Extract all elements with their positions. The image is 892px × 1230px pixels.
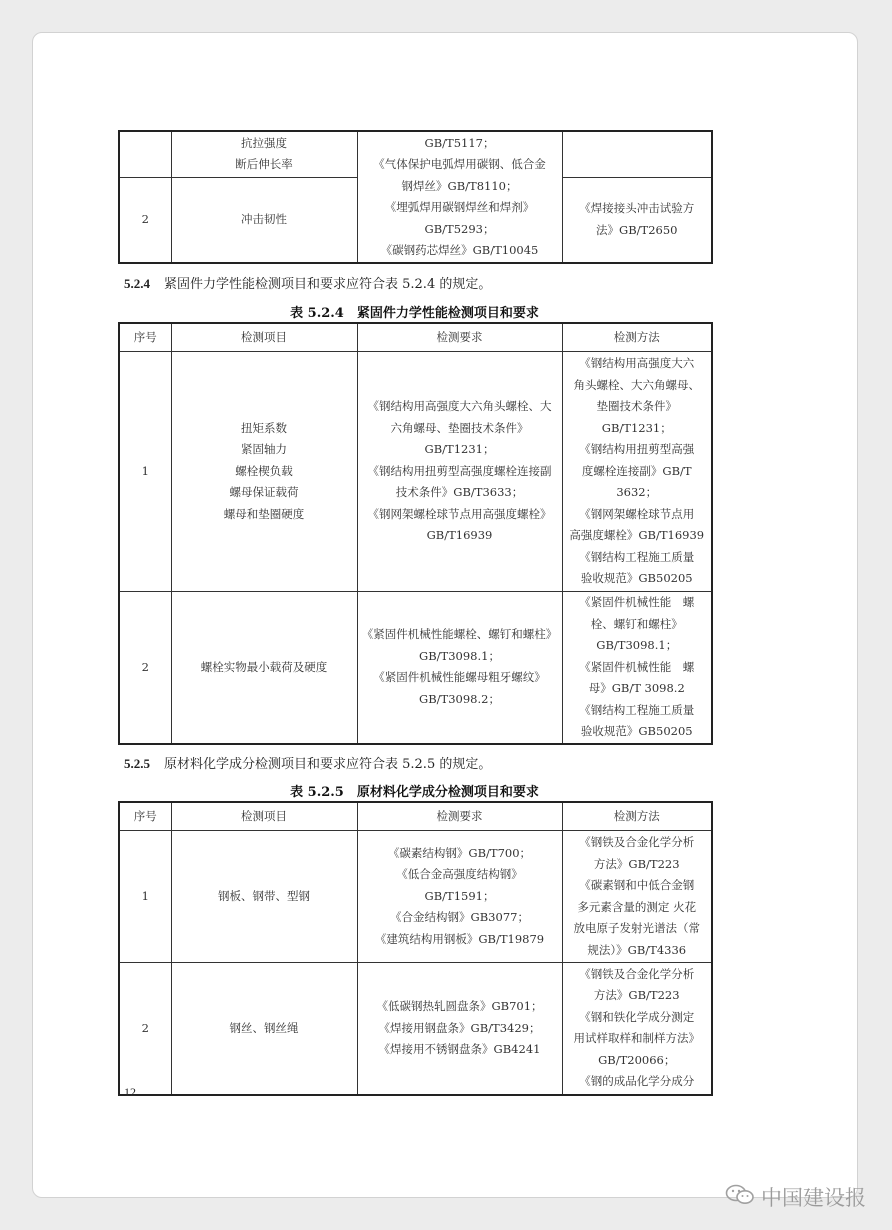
method-line: 《紧固件机械性能 螺 [579, 595, 695, 609]
header-index: 序号 [119, 323, 171, 352]
row-index: 2 [119, 177, 171, 263]
method-line: 《焊接接头冲击试验方 [579, 201, 695, 216]
method-cell [562, 831, 712, 963]
test-item: 螺母和垫圈硬度 [223, 506, 305, 521]
requirement-line: 六角螺母、垫圈技术条件》GB/T1231； [390, 420, 529, 457]
requirement-line: 《低合金高强度结构钢》GB/T1591； [396, 867, 523, 903]
requirement-line: GB/T3098.2； [419, 691, 500, 706]
method-line: 规法）》GB/T4336 [587, 942, 687, 957]
clause-text: 原材料化学成分检测项目和要求应符合表 5.2.5 的规定。 [164, 757, 492, 772]
requirement-line: 钢焊丝》GB/T8110； [401, 178, 518, 193]
clause-5-2-4 [124, 273, 491, 292]
method-line: 验收规范》GB50205 [580, 724, 693, 738]
method-line: 母》GB/T 3098.2 [588, 681, 685, 695]
method-line: 高强度螺栓》GB/T16939 [569, 528, 705, 543]
clause-5-2-5 [124, 753, 491, 772]
requirement-cell [357, 963, 562, 1095]
test-item: 紧固轴力 [241, 442, 287, 457]
requirement-line: 《焊接用钢盘条》GB/T3429； [378, 1020, 541, 1035]
requirement-line: 《钢结构用高强度大六角头螺栓、大 [367, 399, 552, 414]
method-line: 垫圈技术条件》 [596, 399, 677, 414]
requirement-cell [357, 592, 562, 744]
method-line: 《钢的成品化学分成分 [579, 1074, 695, 1089]
table-5-2-4 [118, 322, 713, 745]
method-line: GB/T20066； [598, 1052, 676, 1067]
method-line: 度螺栓连接副》GB/T [581, 463, 692, 478]
method-line: 多元素含量的测定 火花 [577, 899, 697, 914]
header-index: 序号 [119, 802, 171, 831]
requirement-line: 《钢结构用扭剪型高强度螺栓连接副 [367, 463, 552, 478]
requirement-line: 《低碳钢热轧圆盘条》GB701； [376, 999, 543, 1013]
method-line: 《紧固件机械性能 螺 [579, 659, 695, 674]
test-item: 螺栓实物最小载荷及硬度 [171, 592, 357, 744]
requirement-line: GB/T16939 [426, 528, 493, 543]
method-line: 《钢结构工程施工质量 [579, 702, 695, 717]
header-requirement: 检测要求 [357, 802, 562, 831]
method-line: GB/T3098.1； [596, 638, 678, 652]
requirement-line: 《碳素结构钢》GB/T700； [387, 845, 532, 860]
test-item: 抗拉强度 [241, 135, 287, 150]
table-cell-index [119, 131, 171, 177]
method-line: 《钢网架螺栓球节点用 [579, 506, 695, 521]
test-item: 螺母保证载荷 [229, 485, 299, 500]
table-continued [118, 130, 713, 264]
requirement-line: 《紧固件机械性能螺母粗牙螺纹》 [373, 670, 546, 685]
table-caption-5-2-5: 表 5.2.5 原材料化学成分检测项目和要求 [290, 785, 539, 800]
method-line: 方法》GB/T223 [593, 856, 680, 871]
method-line: 《碳素钢和中低合金钢 [579, 878, 695, 892]
requirement-line: 《气体保护电弧焊用碳钢、低合金 [373, 157, 546, 171]
method-line: 《钢结构工程施工质量 [579, 549, 695, 564]
method-cell [562, 177, 712, 263]
clause-text: 紧固件力学性能检测项目和要求应符合表 5.2.4 的规定。 [164, 277, 492, 292]
method-cell [562, 352, 712, 592]
method-line: 角头螺栓、大六角螺母、 [573, 377, 700, 392]
test-item: 断后伸长率 [235, 157, 293, 172]
method-line: 《钢结构用扭剪型高强 [579, 442, 695, 457]
test-item: 扭矩系数 [241, 420, 287, 435]
requirement-line: 技术条件》GB/T3633； [395, 485, 524, 500]
header-method: 检测方法 [562, 802, 712, 831]
method-line: 《钢铁及合金化学分析 [579, 835, 695, 849]
method-cell [562, 131, 712, 177]
requirement-line: 《埋弧焊用碳钢焊丝和焊剂》 [384, 200, 535, 214]
method-cell [562, 963, 712, 1095]
row-index: 1 [119, 352, 171, 592]
method-cell [562, 592, 712, 744]
requirement-line: 《碳钢药芯焊丝》GB/T10045 [380, 243, 539, 257]
method-line: 法》GB/T2650 [596, 222, 678, 237]
requirement-line: 《紧固件机械性能螺栓、螺钉和螺柱》 [361, 627, 558, 642]
requirement-line: GB/T5293； [424, 221, 495, 236]
method-line: 放电原子发射光谱法（常 [573, 921, 700, 935]
requirement-line: GB/T3098.1； [419, 648, 500, 663]
row-index: 1 [119, 831, 171, 963]
header-method: 检测方法 [562, 323, 712, 352]
row-index: 2 [119, 963, 171, 1095]
method-line: 《钢结构用高强度大六 [579, 356, 695, 371]
requirement-line: 《钢网架螺栓球节点用高强度螺栓》 [367, 506, 552, 521]
method-line: 《钢铁及合金化学分析 [579, 966, 695, 981]
requirement-cell [357, 131, 562, 263]
test-item-cell [171, 131, 357, 177]
header-item: 检测项目 [171, 802, 357, 831]
page-number: 12 [124, 1085, 136, 1099]
table-caption-5-2-4: 表 5.2.4 紧固件力学性能检测项目和要求 [290, 306, 539, 321]
table-5-2-5 [118, 801, 713, 1096]
row-index: 2 [119, 592, 171, 744]
requirement-line: 《合金结构钢》GB3077； [390, 910, 529, 925]
method-line: 验收规范》GB50205 [580, 571, 693, 586]
watermark-text: 中国建设报 [761, 1186, 866, 1210]
watermark [725, 1182, 866, 1212]
requirement-line: GB/T5117； [424, 135, 495, 150]
wechat-icon [725, 1183, 761, 1212]
method-line: 3632； [616, 485, 658, 500]
test-item: 钢板、钢带、型钢 [171, 831, 357, 963]
clause-number: 5.2.4 [124, 276, 150, 291]
method-line: 方法》GB/T223 [593, 988, 680, 1003]
requirement-cell [357, 831, 562, 963]
method-line: 《钢和铁化学成分测定 [579, 1009, 695, 1024]
method-line: 用试样取样和制样方法》 [573, 1031, 700, 1046]
requirement-line: 《焊接用不锈钢盘条》GB4241 [378, 1042, 541, 1056]
test-item: 冲击韧性 [171, 177, 357, 263]
test-items-cell [171, 352, 357, 592]
header-item: 检测项目 [171, 323, 357, 352]
requirement-line: 《建筑结构用钢板》GB/T19879 [374, 931, 545, 946]
method-line: 栓、螺钉和螺柱》 [590, 616, 683, 631]
test-item: 钢丝、钢丝绳 [171, 963, 357, 1095]
header-requirement: 检测要求 [357, 323, 562, 352]
clause-number: 5.2.5 [124, 756, 150, 771]
requirement-cell [357, 352, 562, 592]
method-line: GB/T1231； [601, 420, 672, 435]
test-item: 螺栓楔负载 [235, 463, 293, 478]
